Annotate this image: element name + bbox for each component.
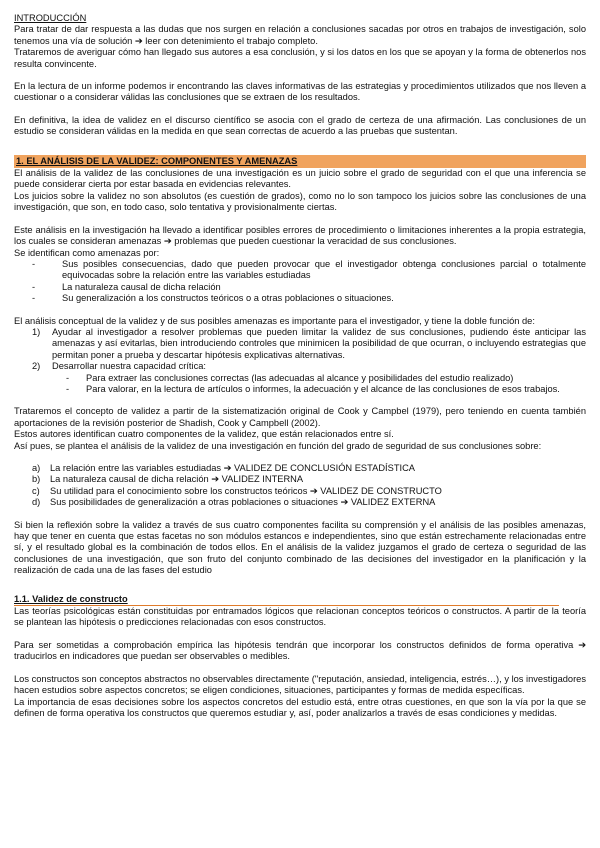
list-item-text: Desarrollar nuestra capacidad crítica:: [52, 361, 206, 372]
list-letter: c): [32, 485, 40, 496]
section-1-paragraph-1: El análisis de la validez de las conclusiones de una investigación es un juicio sobre el grado de seguridad con el que una inferencia se puede considerar cierta por estar basada en evidencias relevantes.: [14, 168, 586, 190]
functions-list: [14, 327, 586, 373]
list-item: - Para extraer las conclusiones correctas (las adecuadas al alcance y posibilidades del estudio realizado): [66, 373, 586, 384]
list-item: [32, 361, 586, 372]
section-1-paragraph-2: Los juicios sobre la validez no son absolutos (es cuestión de grados), como no lo son tampoco los juicios sobre las conclusiones de una investigación, que son, en todo caso, solo tentativa y provisionalmente ciertas.: [14, 190, 586, 213]
list-number: 2): [32, 361, 41, 372]
section-1-1-paragraph-2: Para ser sometidas a comprobación empírica las hipótesis tendrán que incorporar los constructos definidos de forma operativa ➔ traducirlos en indicadores que puedan ser observables o medibles.: [14, 639, 586, 662]
list-number: 1): [32, 326, 41, 337]
section-1-paragraph-7: Estos autores identifican cuatro componentes de la validez, que están relacionados entre sí.: [14, 429, 394, 440]
list-item-text: La naturaleza causal de dicha relación ➔ VALIDEZ INTERNA: [50, 474, 304, 485]
section-1-paragraph-9: Si bien la reflexión sobre la validez a través de sus cuatro componentes facilita su comprensión y el análisis de las posibles amenazas, hay que tener en cuenta que estas facetas no son módulos estancos e independientes, sino que están estrechamente relacionadas entre sí, y el resultado global es la combinación de todos ellos. En el análisis de la validez juzgamos el grado de certeza o seguridad de las conclusiones de una investigación, que son fruto del conjunto combinado de las decisiones del investigador en la planificación y la realización de cada una de las fases del estudio: [14, 519, 586, 576]
list-letter: a): [32, 463, 41, 473]
intro-paragraph-4: En definitiva, la idea de validez en el discurso científico se asocia con el grado de certeza de una afirmación. Las conclusiones de un estudio se consideran válidas en la medida en que sean correctas de acuerdo a las pruebas que sustentan.: [14, 114, 586, 137]
section-1-1-paragraph-3: Los constructos son conceptos abstractos no observables directamente ("reputación, ansiedad, inteligencia, estrés…), y los investigadores hacen estudios sobre aspectos concretos; se eligen condiciones, situaciones, participantes y formas de medida específicas.: [14, 673, 586, 696]
validity-components-list: [14, 463, 586, 509]
list-item: [32, 474, 586, 485]
document-page: [14, 13, 586, 719]
section-1-1-title: 1.1. Validez de constructo: [14, 594, 559, 606]
list-letter: b): [32, 474, 41, 485]
list-item: [32, 486, 586, 497]
list-item: [32, 327, 586, 361]
section-1-paragraph-6: Trataremos el concepto de validez a partir de la sistematización original de Cook y Campbel (1979), pero teniendo en cuenta también aportaciones de la revisión posterior de Shadish, Cook y Campbell (2002).: [14, 406, 586, 428]
intro-paragraph-1: Para tratar de dar respuesta a las dudas que nos surgen en relación a conclusiones sacadas por otros en trabajos de investigación, solo tenemos una vía de solución ➔ leer con detenimiento el trabajo completo.: [14, 24, 586, 46]
list-item-text: Ayudar al investigador a resolver problemas que pueden limitar la validez de sus conclusiones, pudiendo éste anticipar las amenazas y así evitarlas, bien introduciendo controles que minimicen la posibilidad de que ocurran, o incluyendo estrategias que permitan poner a prueba y descartar hipótesis explicativas alternativas.: [52, 326, 586, 360]
list-item: - Para valorar, en la lectura de artículos o informes, la adecuación y el alcance de las conclusiones de esos trabajos.: [66, 384, 586, 395]
threats-list: [14, 259, 586, 305]
list-item: - Su generalización a los constructos teóricos o a otras poblaciones o situaciones.: [32, 293, 586, 304]
section-1-paragraph-5: El análisis conceptual de la validez y de sus posibles amenazas es importante para el investigador, y tiene la doble función de:: [14, 315, 535, 326]
list-item: [32, 463, 586, 474]
intro-paragraph-3: En la lectura de un informe podemos ir encontrando las claves informativas de las estrategias y procedimientos utilizados que nos lleven a cuestionar o a considerar válidas las conclusiones que se extraen de los resultados.: [14, 81, 586, 103]
list-item: [32, 497, 586, 508]
intro-title: INTRODUCCIÓN: [14, 13, 87, 23]
list-letter: d): [32, 497, 41, 508]
section-1-1-paragraph-4: La importancia de esas decisiones sobre los aspectos concretos del estudio está, entre otras cuestiones, en que son la vía por la que se definen de forma operativa los constructos que queremos estudiar y, así, poder analizarlos a través de esas condiciones y medidas.: [14, 696, 586, 718]
list-item-text: Sus posibilidades de generalización a otras poblaciones o situaciones ➔ VALIDEZ EXTERNA: [50, 497, 436, 508]
section-1-paragraph-4: Se identifican como amenazas por:: [14, 247, 160, 258]
list-item: - Sus posibles consecuencias, dado que pueden provocar que el investigador obtenga conclusiones parcial o totalmente equivocadas sobre la relación entre las variables estudiadas: [32, 259, 586, 282]
list-item-text: Su utilidad para el conocimiento sobre los constructos teóricos ➔ VALIDEZ DE CONSTRUCTO: [50, 485, 442, 496]
section-1-paragraph-3: Este análisis en la investigación ha llevado a identificar posibles errores de procedimiento o limitaciones inherentes a la propia estrategia, los cuales se consideran amenazas ➔ problemas que pueden cuestionar la veracidad de sus conclusiones.: [14, 224, 586, 247]
critical-capacity-list: [14, 373, 586, 396]
list-item: - La naturaleza causal de dicha relación: [32, 282, 586, 293]
section-1-1-paragraph-1: Las teorías psicológicas están constituidas por entramados lógicos que relacionan conceptos teóricos o constructos. A partir de la teoría se plantean las hipótesis o predicciones relacionadas con esos constructos.: [14, 606, 586, 628]
intro-paragraph-2: Trataremos de averiguar cómo han llegado sus autores a esa conclusión, y si los datos en los que se apoyan y la forma de obtenerlos nos resulta convincente.: [14, 47, 586, 69]
section-1-title: 1. EL ANÁLISIS DE LA VALIDEZ: COMPONENTES Y AMENAZAS: [14, 155, 586, 168]
section-1-paragraph-8: Así pues, se plantea el análisis de la validez de una investigación en función del grado de seguridad de sus conclusiones sobre:: [14, 440, 542, 451]
list-item-text: La relación entre las variables estudiadas ➔ VALIDEZ DE CONCLUSIÓN ESTADÍSTICA: [50, 463, 415, 473]
